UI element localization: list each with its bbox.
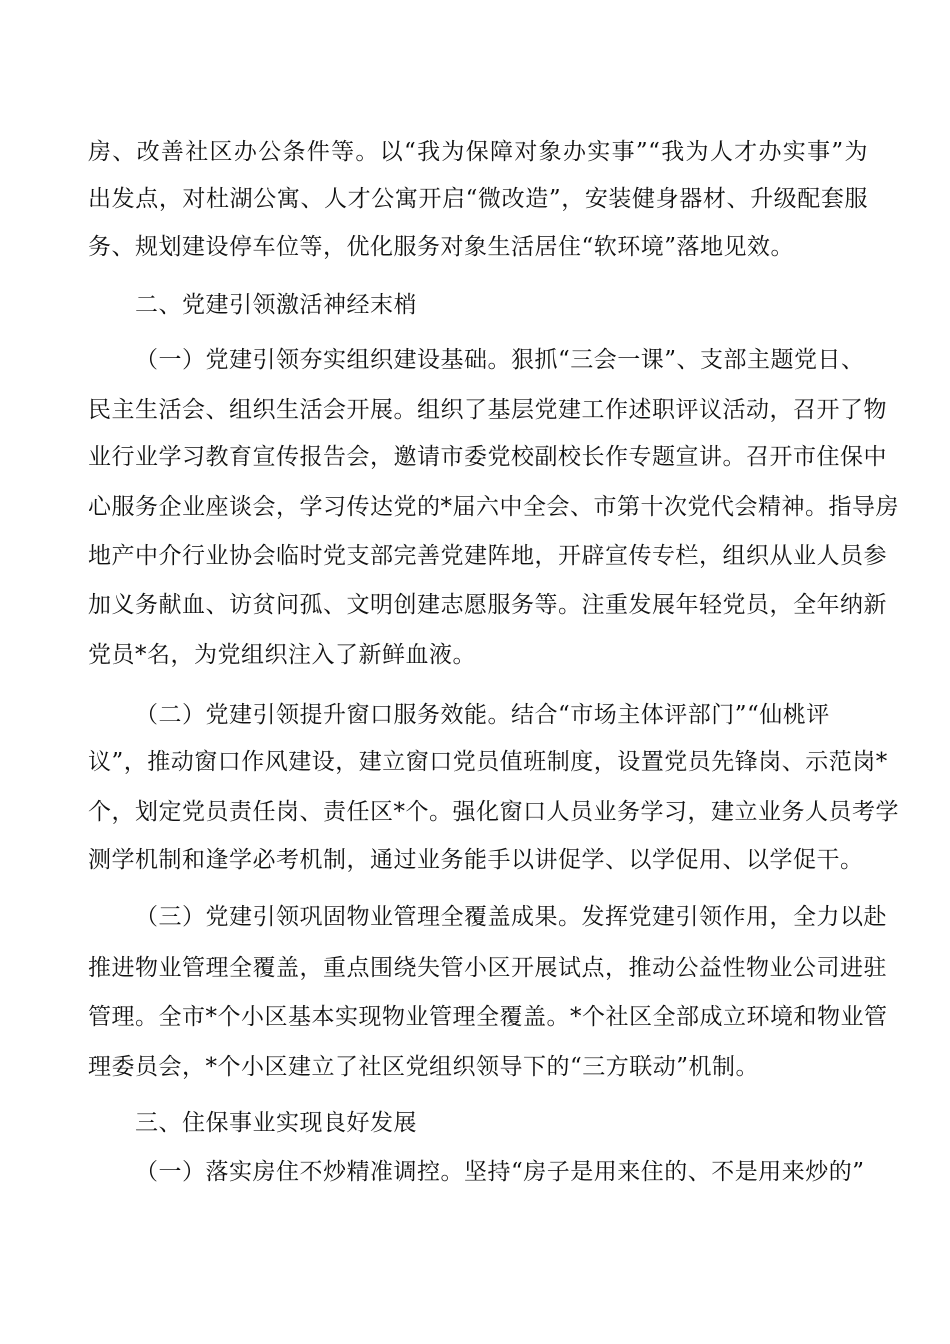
paragraph-line: 心服务企业座谈会，学习传达党的*届六中全会、市第十次党代会精神。指导房 xyxy=(88,494,899,520)
paragraph-line: 推进物业管理全覆盖，重点围绕失管小区开展试点，推动公益性物业公司进驻 xyxy=(88,955,887,981)
paragraph-line: 管理。全市*个小区基本实现物业管理全覆盖。*个社区全部成立环境和物业管 xyxy=(88,1004,888,1030)
paragraph-line: 测学机制和逢学必考机制，通过业务能手以讲促学、以学促用、以学促干。 xyxy=(88,847,864,873)
section-heading: 三、住保事业实现良好发展 xyxy=(135,1110,417,1136)
paragraph-line: 民主生活会、组织生活会开展。组织了基层党建工作述职评议活动，召开了物 xyxy=(88,397,887,423)
paragraph-line: 党员*名，为党组织注入了新鲜血液。 xyxy=(88,642,476,668)
paragraph-line: 业行业学习教育宣传报告会，邀请市委党校副校长作专题宣讲。召开市住保中 xyxy=(88,444,887,470)
paragraph-line: 个，划定党员责任岗、责任区*个。强化窗口人员业务学习，建立业务人员考学 xyxy=(88,799,899,825)
paragraph-line: 议”，推动窗口作风建设，建立窗口党员值班制度，设置党员先锋岗、示范岗* xyxy=(88,749,888,775)
subsection-heading-line: （三）党建引领巩固物业管理全覆盖成果。发挥党建引领作用，全力以赴 xyxy=(135,904,887,930)
paragraph-line: 务、规划建设停车位等，优化服务对象生活居住“软环境”落地见效。 xyxy=(88,234,795,260)
paragraph-line: 理委员会，*个小区建立了社区党组织领导下的“三方联动”机制。 xyxy=(88,1054,760,1080)
subsection-heading-line: （一）落实房住不炒精准调控。坚持“房子是用来住的、不是用来炒的” xyxy=(135,1159,865,1185)
subsection-heading-line: （一）党建引领夯实组织建设基础。狠抓“三会一课”、支部主题党日、 xyxy=(135,347,865,373)
section-heading: 二、党建引领激活神经末梢 xyxy=(135,292,417,318)
paragraph-line: 出发点，对杜湖公寓、人才公寓开启“微改造”，安装健身器材、升级配套服 xyxy=(88,186,868,212)
paragraph-line: 房、改善社区办公条件等。以“我为保障对象办实事”“我为人才办实事”为 xyxy=(88,139,868,165)
paragraph-line: 加义务献血、访贫问孤、文明创建志愿服务等。注重发展年轻党员，全年纳新 xyxy=(88,592,887,618)
paragraph-line: 地产中介行业协会临时党支部完善党建阵地，开辟宣传专栏，组织从业人员参 xyxy=(88,543,887,569)
subsection-heading-line: （二）党建引领提升窗口服务效能。结合“市场主体评部门”“仙桃评 xyxy=(135,702,830,728)
